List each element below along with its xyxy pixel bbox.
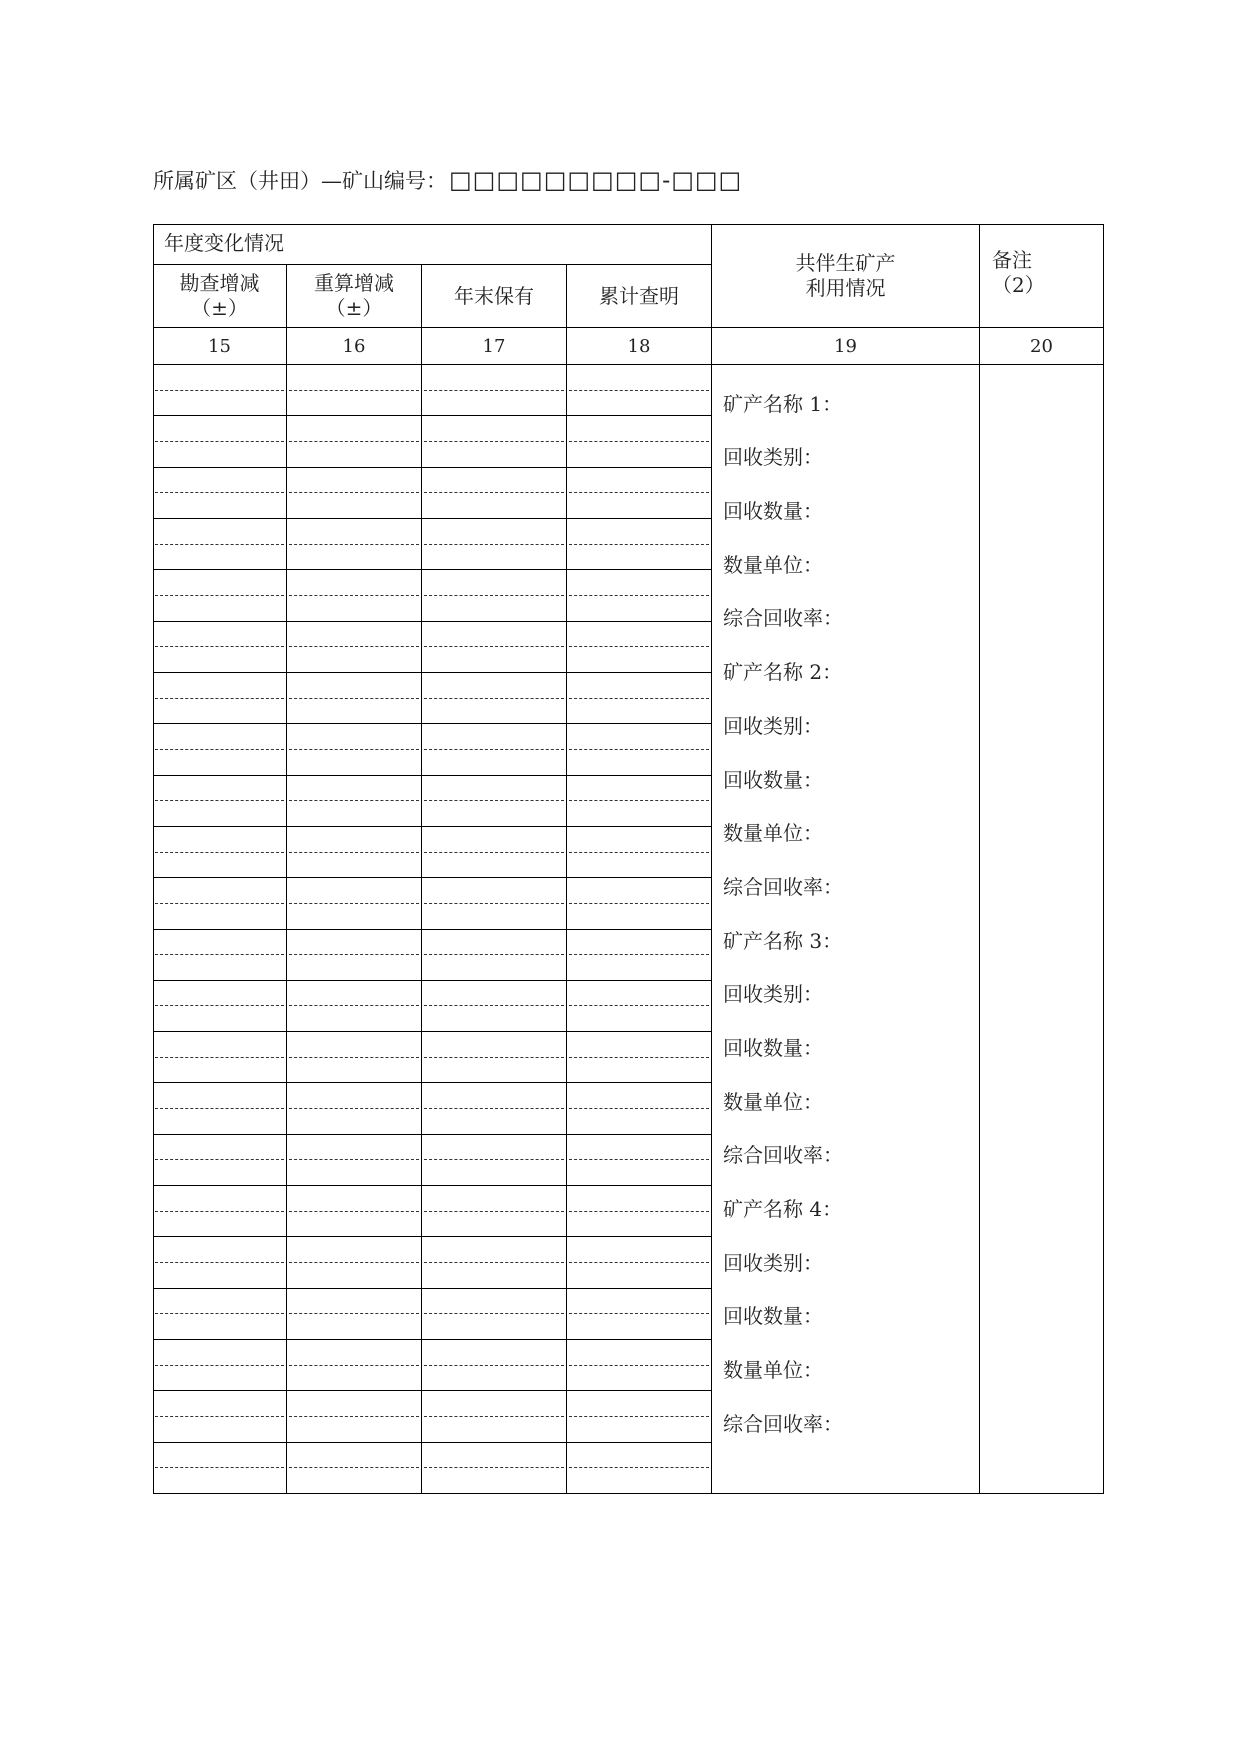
blank-entry-dashed-line (424, 749, 564, 750)
blank-entry-dashed-line (289, 595, 419, 596)
blank-entry-dashed-line (569, 1365, 709, 1366)
table-row-line (153, 1442, 711, 1443)
mineral-4-recovery-quantity: 回收数量： (723, 1304, 823, 1328)
blank-entry-dashed-line (289, 800, 419, 801)
table-row-line (153, 569, 711, 570)
resource-change-table (153, 224, 1104, 1494)
table-row-line (153, 1134, 711, 1135)
column-number-18: 18 (627, 335, 651, 357)
blank-entry-dashed-line (424, 390, 564, 391)
table-row-line (153, 1339, 711, 1340)
blank-entry-dashed-line (289, 390, 419, 391)
blank-entry-dashed-line (424, 1416, 564, 1417)
blank-entry-dashed-line (155, 544, 284, 545)
column-number-16: 16 (342, 335, 366, 357)
table-row-line (153, 1390, 711, 1391)
blank-entry-dashed-line (155, 441, 284, 442)
blank-entry-dashed-line (569, 1211, 709, 1212)
blank-entry-dashed-line (155, 1005, 284, 1006)
header-coassociated-line1: 共伴生矿产 (795, 250, 896, 275)
table-row-line (153, 518, 711, 519)
mineral-3-recovery-quantity: 回收数量： (723, 1036, 823, 1060)
blank-entry-dashed-line (424, 1211, 564, 1212)
blank-entry-dashed-line (569, 1262, 709, 1263)
table-bottom-border (153, 1493, 1104, 1494)
mineral-4-recovery-rate: 综合回收率： (723, 1412, 843, 1436)
blank-entry-dashed-line (569, 1416, 709, 1417)
col-divider-2 (421, 264, 422, 1494)
blank-entry-dashed-line (155, 390, 284, 391)
table-row-line (153, 1288, 711, 1289)
header-remarks-line2: （2） (992, 273, 1045, 297)
blank-entry-dashed-line (424, 441, 564, 442)
blank-entry-dashed-line (155, 492, 284, 493)
header-exploration-change (153, 265, 286, 327)
blank-entry-dashed-line (569, 544, 709, 545)
mineral-1-recovery-quantity: 回收数量： (723, 499, 823, 523)
table-row-line (153, 980, 711, 981)
blank-entry-dashed-line (569, 1313, 709, 1314)
header-coassociated-line2: 利用情况 (805, 275, 886, 300)
header-remarks (980, 224, 1103, 327)
blank-entry-dashed-line (289, 1159, 419, 1160)
blank-entry-dashed-line (569, 1005, 709, 1006)
blank-entry-dashed-line (424, 954, 564, 955)
blank-entry-dashed-line (155, 1211, 284, 1212)
blank-entry-dashed-line (289, 749, 419, 750)
blank-entry-dashed-line (569, 698, 709, 699)
table-row-line (153, 929, 711, 930)
blank-entry-dashed-line (289, 544, 419, 545)
column-number-15: 15 (208, 335, 231, 357)
blank-entry-dashed-line (424, 800, 564, 801)
blank-entry-dashed-line (424, 1108, 564, 1109)
table-row-line (153, 467, 711, 468)
blank-entry-dashed-line (289, 1211, 419, 1212)
blank-entry-dashed-line (424, 544, 564, 545)
blank-entry-dashed-line (289, 1057, 419, 1058)
blank-entry-dashed-line (155, 1262, 284, 1263)
col-divider-4 (711, 224, 712, 1494)
blank-entry-dashed-line (569, 852, 709, 853)
table-row-line (153, 672, 711, 673)
blank-entry-dashed-line (569, 749, 709, 750)
mineral-1-recovery-category: 回收类别： (723, 445, 823, 469)
blank-entry-dashed-line (155, 1467, 284, 1468)
blank-entry-dashed-line (569, 800, 709, 801)
blank-entry-dashed-line (289, 1365, 419, 1366)
column-number-20: 20 (1030, 335, 1053, 357)
header-recalculation-change-line1: 重算增减 (314, 271, 394, 295)
blank-entry-dashed-line (155, 1365, 284, 1366)
blank-entry-dashed-line (569, 903, 709, 904)
table-row-line (153, 621, 711, 622)
header-coassociated-minerals (712, 224, 979, 327)
blank-entry-dashed-line (155, 1416, 284, 1417)
blank-entry-dashed-line (424, 1005, 564, 1006)
header-exploration-change-line1: 勘查增减 (179, 271, 260, 295)
mineral-3-name-label: 矿产名称 3： (723, 929, 843, 953)
blank-entry-dashed-line (289, 1005, 419, 1006)
mineral-3-recovery-category: 回收类别： (723, 982, 823, 1006)
blank-entry-dashed-line (569, 595, 709, 596)
blank-entry-dashed-line (424, 1262, 564, 1263)
header-cumulative-identified (567, 265, 711, 327)
table-row-line (153, 826, 711, 827)
blank-entry-dashed-line (424, 646, 564, 647)
blank-entry-dashed-line (155, 698, 284, 699)
blank-entry-dashed-line (569, 954, 709, 955)
mineral-3-recovery-rate: 综合回收率： (723, 1143, 843, 1167)
header-recalculation-change (287, 265, 421, 327)
header-cumulative-identified-line1: 累计查明 (599, 283, 679, 308)
blank-entry-dashed-line (424, 852, 564, 853)
blank-entry-dashed-line (289, 646, 419, 647)
blank-entry-dashed-line (155, 1313, 284, 1314)
blank-entry-dashed-line (569, 441, 709, 442)
blank-entry-dashed-line (424, 1365, 564, 1366)
blank-entry-dashed-line (289, 954, 419, 955)
blank-entry-dashed-line (289, 852, 419, 853)
blank-entry-dashed-line (155, 954, 284, 955)
blank-entry-dashed-line (289, 1467, 419, 1468)
table-row-line (153, 1185, 711, 1186)
blank-entry-dashed-line (424, 1467, 564, 1468)
blank-entry-dashed-line (289, 441, 419, 442)
mine-area-label: 所属矿区（井田）—矿山编号： (153, 169, 447, 193)
page-header (153, 165, 742, 196)
header-year-end-retained-line1: 年末保有 (454, 283, 534, 308)
blank-entry-dashed-line (569, 1108, 709, 1109)
blank-entry-dashed-line (155, 646, 284, 647)
blank-entry-dashed-line (289, 1416, 419, 1417)
blank-entry-dashed-line (289, 698, 419, 699)
blank-entry-dashed-line (424, 1159, 564, 1160)
blank-entry-dashed-line (155, 749, 284, 750)
blank-entry-dashed-line (289, 1262, 419, 1263)
mineral-2-recovery-category: 回收类别： (723, 714, 823, 738)
annual-change-title: 年度变化情况 (164, 231, 284, 255)
mineral-2-recovery-rate: 综合回收率： (723, 875, 843, 899)
column-number-19: 19 (834, 335, 857, 357)
header-exploration-change-line2: （±） (191, 296, 248, 320)
table-row-line (153, 877, 711, 878)
col-divider-1 (286, 264, 287, 1494)
blank-entry-dashed-line (424, 903, 564, 904)
mine-code-boxes: □□□□□□□□□-□□□ (449, 166, 743, 194)
mineral-4-quantity-unit: 数量单位： (723, 1358, 823, 1382)
blank-entry-dashed-line (155, 595, 284, 596)
blank-entry-dashed-line (155, 903, 284, 904)
column-number-bottom-line (153, 364, 1104, 365)
mineral-2-recovery-quantity: 回收数量： (723, 768, 823, 792)
header-remarks-line1: 备注 (992, 248, 1032, 272)
mineral-4-name-label: 矿产名称 4： (723, 1197, 843, 1221)
table-row-line (153, 1031, 711, 1032)
blank-entry-dashed-line (155, 1108, 284, 1109)
mineral-3-quantity-unit: 数量单位： (723, 1090, 823, 1114)
blank-entry-dashed-line (155, 1159, 284, 1160)
header-recalculation-change-line2: （±） (325, 296, 383, 320)
blank-entry-dashed-line (569, 390, 709, 391)
column-number-17: 17 (482, 335, 506, 357)
blank-entry-dashed-line (569, 492, 709, 493)
header-year-end-retained (422, 265, 566, 327)
mineral-1-name-label: 矿产名称 1： (723, 392, 843, 416)
blank-entry-dashed-line (424, 1057, 564, 1058)
blank-entry-dashed-line (424, 698, 564, 699)
blank-entry-dashed-line (569, 646, 709, 647)
mineral-2-quantity-unit: 数量单位： (723, 821, 823, 845)
mineral-2-name-label: 矿产名称 2： (723, 660, 843, 684)
table-row-line (153, 415, 711, 416)
table-row-line (153, 1082, 711, 1083)
col-divider-5 (979, 224, 980, 1494)
mineral-1-quantity-unit: 数量单位： (723, 553, 823, 577)
table-right-border (1103, 224, 1104, 1494)
blank-entry-dashed-line (289, 1108, 419, 1109)
blank-entry-dashed-line (155, 1057, 284, 1058)
blank-entry-dashed-line (424, 1313, 564, 1314)
blank-entry-dashed-line (569, 1159, 709, 1160)
table-row-line (153, 775, 711, 776)
blank-entry-dashed-line (289, 903, 419, 904)
blank-entry-dashed-line (289, 492, 419, 493)
blank-entry-dashed-line (569, 1057, 709, 1058)
blank-entry-dashed-line (155, 800, 284, 801)
col-divider-3 (566, 264, 567, 1494)
mineral-4-recovery-category: 回收类别： (723, 1251, 823, 1275)
table-row-line (153, 1236, 711, 1237)
table-row-line (153, 723, 711, 724)
blank-entry-dashed-line (424, 595, 564, 596)
blank-entry-dashed-line (155, 852, 284, 853)
blank-entry-dashed-line (289, 1313, 419, 1314)
blank-entry-dashed-line (569, 1467, 709, 1468)
blank-entry-dashed-line (424, 492, 564, 493)
mineral-1-recovery-rate: 综合回收率： (723, 606, 843, 630)
